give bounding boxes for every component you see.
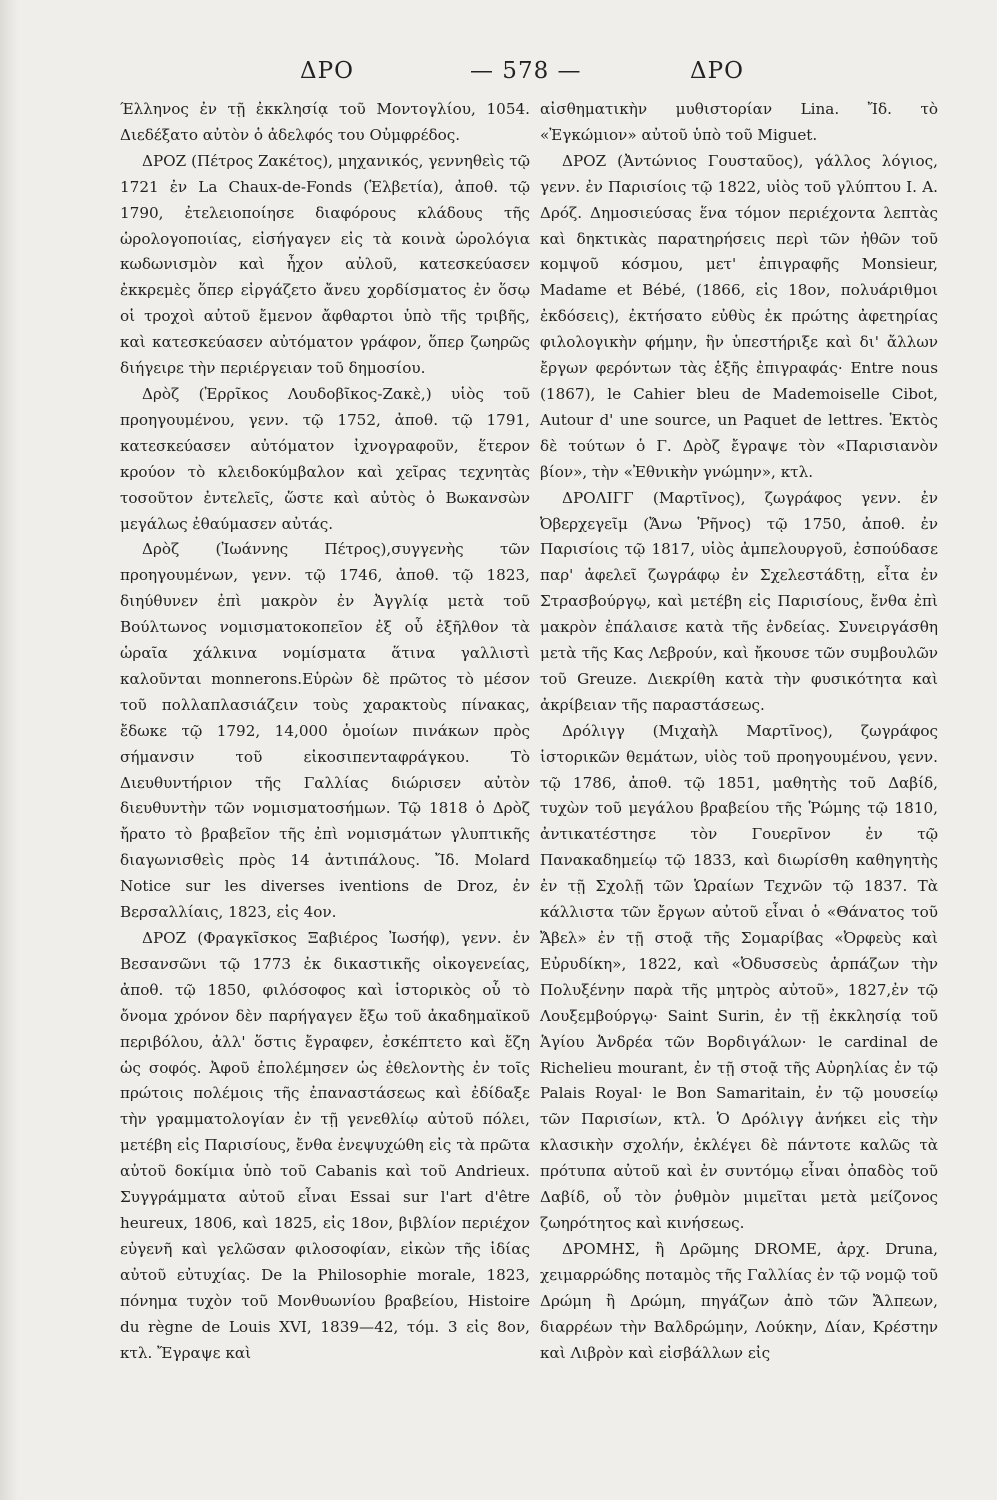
entry-dromis-drome: ΔΡΟΜΗΣ, ἢ Δρῶμης DROME, ἀρχ. Druna, χειμαρρώδης ποταμὸς τῆς Γαλλίας ἐν τῷ νομῷ τοῦ Δρώμη ἢ Δρώμη, πηγάζων ἀπὸ τῶν Ἄλπεων, διαρρέων τὴν Βαλδρώμην, Λούκην, Δίαν, Κρέστην καὶ Λιβρὸν καὶ εἰσβάλλων εἰς bbox=[540, 1239, 938, 1362]
left-column bbox=[120, 97, 530, 1366]
entry-drolling-martin: ΔΡΟΛΙΓΓ (Μαρτῖνος), ζωγράφος γενν. ἐν Ὀβερχεγεῖμ (Ἄνω Ῥῆνος) τῷ 1750, ἀποθ. ἐν Παρισίοις τῷ 1817, υἱὸς ἀμπελουργοῦ, ἐσπούδασε παρ' ἀφελεῖ ζωγράφῳ ἐν Σχελεστάδτῃ, εἶτα ἐν Στρασβούργῳ, καὶ μετέβη εἰς Παρισίους, ἔνθα ἐπὶ μακρὸν ἐπάλαισε κατὰ τῆς ἐνδείας. Συνειργάσθη μετὰ τῆς Κας Λεβρούν, καὶ ἤκουσε τῶν συμβουλῶν τοῦ Greuze. Διεκρίθη κατὰ τὴν φυσικότητα καὶ ἀκρίβειαν τῆς παραστάσεως. bbox=[540, 488, 938, 714]
entry-continuation: Έλληνος ἐν τῇ ἐκκλησίᾳ τοῦ Μοντογλίου, 1054. Διεδέξατο αὐτὸν ὁ ἀδελφός του Οὐμφρέδος. bbox=[120, 100, 530, 144]
entry-droz-antoine-gustave: ΔΡΟΖ (Ἀντώνιος Γουσταῦος), γάλλος λόγιος, γενν. ἐν Παρισίοις τῷ 1822, υἱὸς τοῦ γλύπτου Ι. Α. Δρόζ. Δημοσιεύσας ἕνα τόμον περιέχοντα λεπτὰς καὶ δηκτικὰς παρατηρήσεις περὶ τῶν ἠθῶν τοῦ κομψοῦ κόσμου, μετ' ἐπιγραφῆς Monsieur, Madame et Bébé, (1866, εἰς 18ον, πολυάριθμοι ἐκδόσεις), ἐκτήσατο εὐθὺς ἐκ πρώτης ἀφετηρίας φιλολογικὴν φήμην, ἣν ὑπεστήριξε καὶ δι' ἄλλων ἔργων φερόντων τὰς ἑξῆς ἐπιγραφάς· Entre nous (1867), le Cahier bleu de Mademoiselle Cibot, Autour d' une source, un Paquet de lettres. Ἐκτὸς δὲ τούτων ὁ Γ. Δρὸζ ἔγραψε τὸν «Παρισιανὸν βίον», τὴν «Ἐθνικὴν γνώμην», κτλ. bbox=[540, 151, 938, 481]
entry-droz-francois-xavier: ΔΡΟΖ (Φραγκῖσκος Ξαβιέρος Ἰωσήφ), γενν. ἐν Βεσανσῶνι τῷ 1773 ἐκ δικαστικῆς οἰκογενείας, ἀποθ. τῷ 1850, φιλόσοφος καὶ ἱστορικὸς οὗ τὸ ὄνομα χρόνον δὲν παρήγαγεν ἔξω τοῦ ἀκαδημαϊκοῦ περιβόλου, ἀλλ' ὅστις ἔγραφεν, ἐσκέπτετο καὶ ἔζη ὡς σοφός. Ἀφοῦ ἐπολέμησεν ὡς ἐθελοντὴς ἐν τοῖς πρώτοις πολέμοις τῆς ἐπαναστάσεως καὶ ἐδίδαξε τὴν γραμματολογίαν ἐν τῇ γενεθλίῳ αὐτοῦ πόλει, μετέβη εἰς Παρισίους, ἔνθα ἐνεψυχώθη εἰς τὰ πρῶτα αὐτοῦ δοκίμια ὑπὸ τοῦ Cabanis καὶ τοῦ Andrieux. Συγγράμματα αὐτοῦ εἶναι Essai sur l'art d'être heureux, 1806, καὶ 1825, εἰς 18ον, βιβλίον περιέχον εὐγενῆ καὶ γελῶσαν φιλοσοφίαν, εἰκὼν τῆς ἰδίας αὐτοῦ εὐτυχίας. De la Philosophie morale, 1823, πόνημα τυχὸν τοῦ Μονθυωνίου βραβείου, Histoire du règne de Louis XVI, 1839—42, τόμ. 3 εἰς 8ον, κτλ. Ἔγραψε καὶ bbox=[120, 929, 530, 1362]
running-head-left: ΔΡΟ bbox=[300, 58, 354, 84]
entry-continuation-right: αἰσθηματικὴν μυθιστορίαν Lina. Ἴδ. τὸ «Ἐγκώμιον» αὐτοῦ ὑπὸ τοῦ Miguet. bbox=[540, 100, 938, 144]
running-head-right: ΔΡΟ bbox=[690, 58, 744, 84]
page-header bbox=[0, 58, 997, 98]
entry-droz-pierre-jaquet: ΔΡΟΖ (Πέτρος Ζακέτος), μηχανικός, γεννηθεὶς τῷ 1721 ἐν La Chaux-de-Fonds (Ἑλβετία), ἀποθ. τῷ 1790, ἐτελειοποίησε διαφόρους κλάδους τῆς ὡρολογοποιίας, εἰσήγαγεν εἰς τὰ κοινὰ ὡρολόγια κωδωνισμὸν καὶ ἦχον αὐλοῦ, κατεσκεύασεν ἐκκρεμὲς ὅπερ εἰργάζετο ἄνευ χορδίσματος ἐν ὅσῳ οἱ τροχοὶ αὐτοῦ ἔμενον ἄφθαρτοι ὑπὸ τῆς τριβῆς, καὶ κατεσκεύασεν αὐτόματον γράφον, ὅπερ ζωηρῶς διήγειρε τὴν περιέργειαν τοῦ δημοσίου. bbox=[120, 151, 530, 378]
entry-drolling-michel-martin: Δρόλιγγ (Μιχαὴλ Μαρτῖνος), ζωγράφος ἱστορικῶν θεμάτων, υἱὸς τοῦ προηγουμένου, γενν. τῷ 1786, ἀποθ. τῷ 1851, μαθητὴς τοῦ Δαβίδ, τυχὼν τοῦ μεγάλου βραβείου τῆς Ῥώμης τῷ 1810, ἀντικατέστησε τὸν Γουερῖνον ἐν τῷ Πανακαδημείῳ τῷ 1833, καὶ διωρίσθη καθηγητὴς ἐν τῇ Σχολῇ τῶν Ὡραίων Τεχνῶν τῷ 1837. Τὰ κάλλιστα τῶν ἔργων αὐτοῦ εἶναι ὁ «Θάνατος τοῦ Ἄβελ» ἐν τῇ στοᾷ τῆς Σομαρίβας «Ὀρφεὺς καὶ Εὐρυδίκη», 1822, καὶ «Ὀδυσσεὺς ἁρπάζων τὴν Πολυξένην παρὰ τῆς μητρὸς αὐτοῦ», 1827,ἐν τῷ Λουξεμβούργῳ· Saint Surin, ἐν τῇ ἐκκλησίᾳ τοῦ Ἁγίου Ἀνδρέα τῶν Βορδιγάλων· le cardinal de Richelieu mourant, ἐν τῇ στοᾷ τῆς Αὐρηλίας ἐν τῷ Palais Royal· le Bon Samaritain, ἐν τῷ μουσείῳ τῶν Παρισίων, κτλ. Ὁ Δρόλιγγ ἀνήκει εἰς τὴν κλασικὴν σχολήν, ἐκλέγει δὲ πάντοτε καλῶς τὰ πρότυπα αὐτοῦ καὶ ἐν συντόμῳ εἶναι ὀπαδὸς τοῦ Δαβίδ, οὗ τὸν ῥυθμὸν μιμεῖται μετὰ μείζονος ζωηρότητος καὶ κινήσεως. bbox=[540, 721, 938, 1232]
right-column bbox=[540, 97, 938, 1366]
entry-droz-henri-louis: Δρὸζ (Ἐρρῖκος Λουδοβῖκος-Ζακὲ,) υἱὸς τοῦ προηγουμένου, γενν. τῷ 1752, ἀποθ. τῷ 1791, κατεσκεύασεν αὐτόματον ἰχνογραφοῦν, ἕτερον κρούον τὸ κλειδοκύμβαλον καὶ χεῖρας τεχνητὰς τοσοῦτον ἐντελεῖς, ὥστε καὶ αὐτὸς ὁ Βωκανσὼν μεγάλως ἐθαύμασεν αὐτάς. bbox=[120, 384, 530, 533]
page-number: — 578 — bbox=[470, 58, 582, 84]
scan-edge-shadow bbox=[0, 0, 18, 1500]
entry-droz-jean-pierre: Δρὸζ (Ἰωάννης Πέτρος),συγγενὴς τῶν προηγουμένων, γενν. τῷ 1746, ἀποθ. τῷ 1823, διηύθυνεν ἐπὶ μακρὸν ἐν Ἀγγλίᾳ μετὰ τοῦ Βούλτωνος νομισματοκοπεῖον ἐξ οὗ ἐξῆλθον τὰ ὡραῖα χάλκινα νομίσματα ἅτινα γαλλιστὶ καλοῦνται monnerons.Εὑρὼν δὲ πρῶτος τὸ μέσον τοῦ πολλαπλασιάζειν τοὺς χαρακτοὺς πίνακας, ἔδωκε τῷ 1792, 14,000 ὁμοίων πινάκων πρὸς σήμανσιν τοῦ εἰκοσιπενταφράγκου. Τὸ Διευθυντήριον τῆς Γαλλίας διώρισεν αὐτὸν διευθυντὴν τῶν νομισματοσήμων. Τῷ 1818 ὁ Δρὸζ ἤρατο τὸ βραβεῖον τῆς ἐπὶ νομισμάτων γλυπτικῆς διαγωνισθεὶς πρὸς 14 ἀντιπάλους. Ἴδ. Molard Notice sur les diverses iventions de Droz, ἐν Βερσαλλίαις, 1823, εἰς 4ον. bbox=[120, 540, 530, 922]
